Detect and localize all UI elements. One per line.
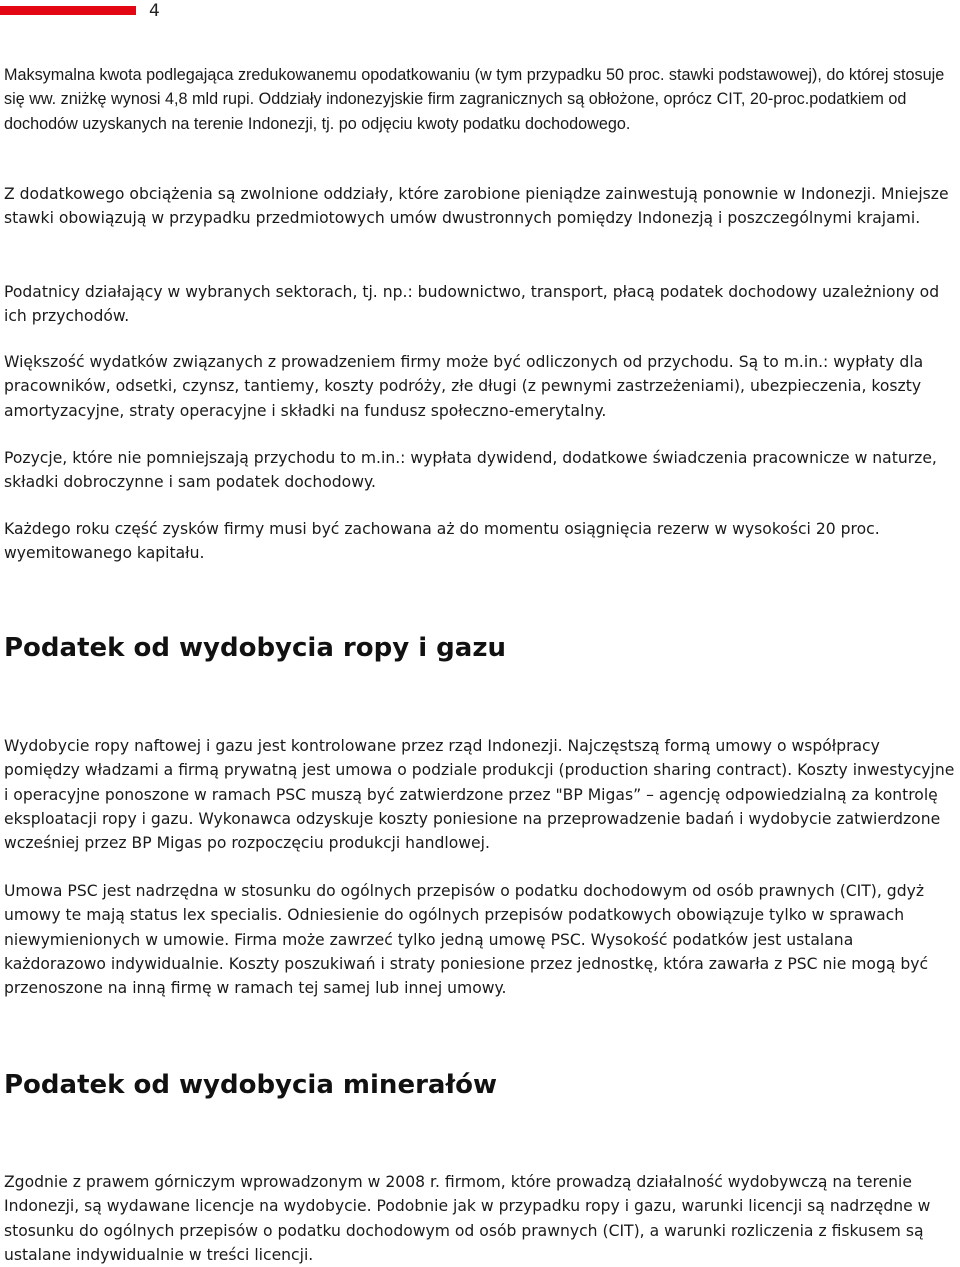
paragraph-oil-gas-psc: Wydobycie ropy naftowej i gazu jest kontrolowane przez rząd Indonezji. Najczęstszą formą umowy o współpracy pomiędzy władzami a firmą prywatną jest umowa o podziale produkcji (production sharing contract). Koszty inwestycyjne i operacyjne ponoszone w ramach PSC muszą być zatwierdzone przez "BP Migas” – agencję odpowiedzialną za kontrolę eksploatacji ropy i gazu. Wykonawca odzyskuje koszty poniesione na przeprowadzenie badań i wydobycie zatwierdzone wcześniej przez BP Migas po rozpoczęciu produkcji handlowej. — [4, 737, 955, 853]
paragraph-sectors: Podatnicy działający w wybranych sektorach, tj. np.: budownictwo, transport, płacą podatek dochodowy uzależniony od ich przychodów. — [4, 283, 940, 326]
page-number: 4 — [149, 1, 160, 21]
heading-oil-gas-tax: Podatek od wydobycia ropy i gazu — [4, 633, 506, 663]
paragraph-mining-licences: Zgodnie z prawem górniczym wprowadzonym w 2008 r. firmom, które prowadzą działalność wydobywczą na terenie Indonezji, są wydawane licencje na wydobycie. Podobnie jak w przypadku ropy i gazu, warunki licencji są nadrzędne w stosunku do ogólnych przepisów o podatku dochodowym od osób prawnych (CIT), a warunki rozliczenia z fiskusem są ustalane indywidualnie w treści licencji. — [4, 1173, 931, 1264]
paragraph-non-deductible: Pozycje, które nie pomniejszają przychodu to m.in.: wypłata dywidend, dodatkowe świadczenia pracownicze w naturze, składki dobroczynne i sam podatek dochodowy. — [4, 449, 937, 492]
paragraph-reserves: Każdego roku część zysków firmy musi być zachowana aż do momentu osiągnięcia rezerw w wysokości 20 proc. wyemitowanego kapitału. — [4, 520, 880, 563]
paragraph-psc-lex-specialis: Umowa PSC jest nadrzędna w stosunku do ogólnych przepisów o podatku dochodowym od osób prawnych (CIT), gdyż umowy te mają status lex specialis. Odniesienie do ogólnych przepisów podatkowych obowiązuje tylko w sprawach niewymienionych w umowie. Firma może zawrzeć tylko jedną umowę PSC. Wysokość podatków jest ustalana każdorazowo indywidualnie. Koszty poszukiwań i straty poniesione przez jednostkę, która zawarła z PSC nie mogą być przenoszone na inną firmę w ramach tej samej lub innej umowy. — [4, 882, 929, 998]
header-accent-bar — [0, 6, 136, 15]
paragraph-max-amount: Maksymalna kwota podlegająca zredukowanemu opodatkowaniu (w tym przypadku 50 proc. stawki podstawowej), do której stosuje się ww. zniżkę wynosi 4,8 mld rupi. Oddziały indonezyjskie firm zagranicznych są obłożone, oprócz CIT, 20-proc.podatkiem od dochodów uzyskanych na terenie Indonezji, tj. po odjęciu kwoty podatku dochodowego. — [4, 66, 945, 133]
paragraph-deductible-expenses: Większość wydatków związanych z prowadzeniem firmy może być odliczonych od przychodu. Są to m.in.: wypłaty dla pracowników, odsetki, czynsz, tantiemy, koszty podróży, złe długi (z pewnymi zastrzeżeniami), ubezpieczenia, koszty amortyzacyjne, straty operacyjne i składki na fundusz społeczno-emerytalny. — [4, 353, 924, 420]
heading-minerals-tax: Podatek od wydobycia minerałów — [4, 1070, 497, 1100]
paragraph-exemption: Z dodatkowego obciążenia są zwolnione oddziały, które zarobione pieniądze zainwestują ponownie w Indonezji. Mniejsze stawki obowiązują w przypadku przedmiotowych umów dwustronnych pomiędzy Indonezją i poszczególnymi krajami. — [4, 185, 949, 228]
